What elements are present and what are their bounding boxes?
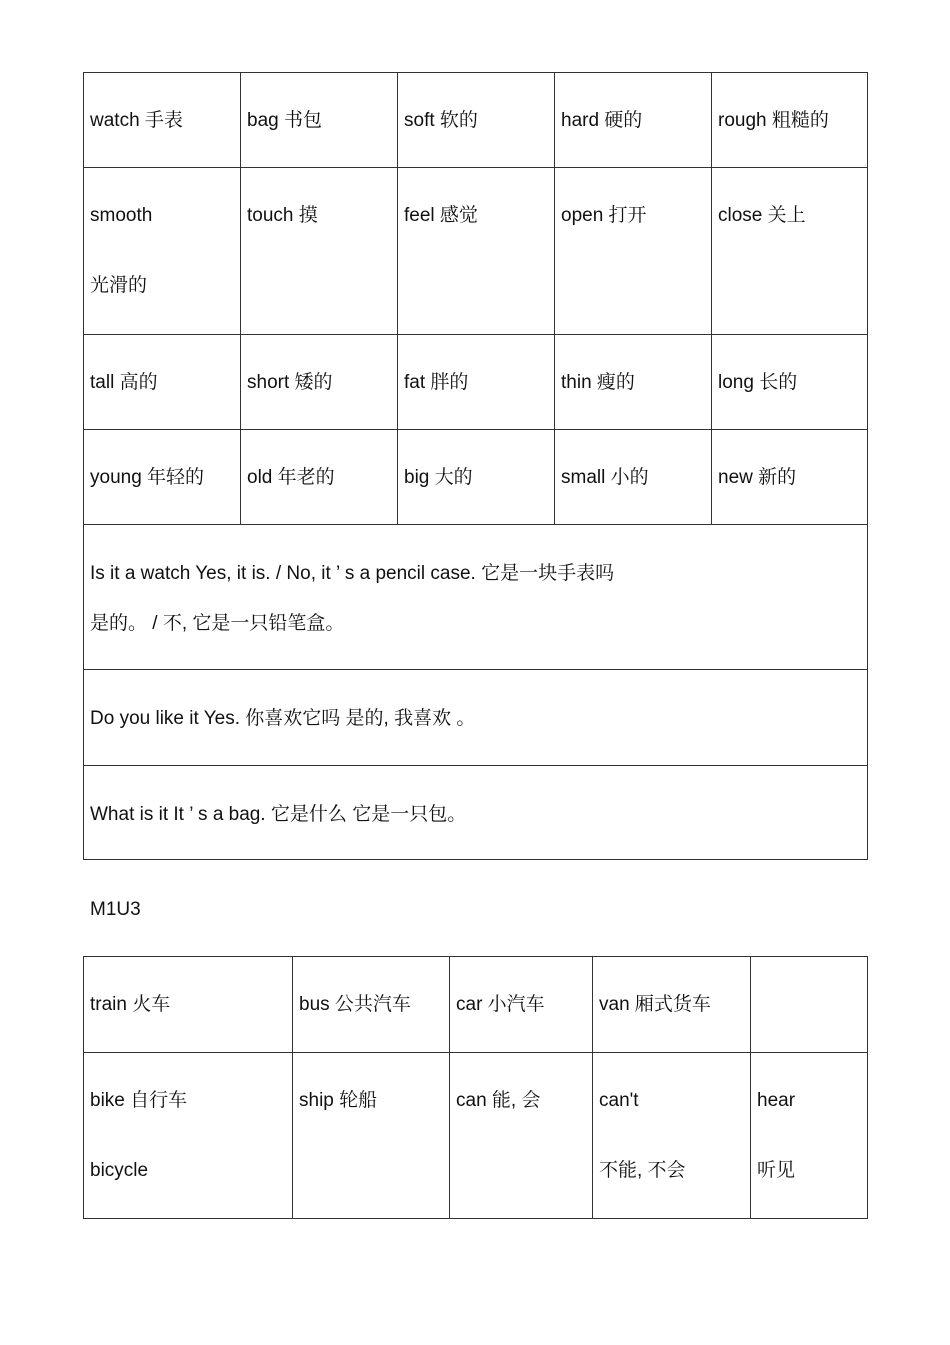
table-cell: feel 感觉: [398, 168, 555, 335]
table-row: [84, 168, 868, 335]
table-cell: [751, 957, 868, 1053]
table-cell: hard 硬的: [555, 73, 712, 168]
table-cell: hear 听见: [751, 1053, 868, 1219]
sentence-line: Do you like it Yes. 你喜欢它吗 是的, 我喜欢 。: [90, 708, 476, 729]
table-row: [84, 335, 868, 430]
sentence-line: What is it It ’ s a bag. 它是什么 它是一只包。: [90, 804, 467, 825]
sentence-line: Is it a watch Yes, it is. / No, it ’ s a pencil case. 它是一块手表吗: [90, 563, 615, 584]
table-cell: can't 不能, 不会: [593, 1053, 751, 1219]
table-cell: ship 轮船: [293, 1053, 450, 1219]
table-row: [84, 525, 868, 670]
table-cell: old 年老的: [241, 430, 398, 525]
table-cell: close 关上: [712, 168, 868, 335]
table-cell: can 能, 会: [450, 1053, 593, 1219]
table-row: [84, 670, 868, 766]
table-cell: bike 自行车 bicycle: [84, 1053, 293, 1219]
table-cell: fat 胖的: [398, 335, 555, 430]
table-cell: van 厢式货车: [593, 957, 751, 1053]
sentence-cell: [84, 525, 868, 670]
table-cell: smooth 光滑的: [84, 168, 241, 335]
sentence-cell: [84, 766, 868, 860]
sentence-line: 是的。 / 不, 它是一只铅笔盒。: [90, 613, 345, 634]
table-cell: new 新的: [712, 430, 868, 525]
table-cell: tall 高的: [84, 335, 241, 430]
sentence-cell: [84, 670, 868, 766]
table-row: [84, 766, 868, 860]
vocabulary-table-1: [83, 72, 868, 860]
table-cell: bus 公共汽车: [293, 957, 450, 1053]
table-cell: thin 瘦的: [555, 335, 712, 430]
vocabulary-table-2: [83, 956, 868, 1219]
table-cell: soft 软的: [398, 73, 555, 168]
table-cell: watch 手表: [84, 73, 241, 168]
section-heading: M1U3: [90, 899, 141, 920]
table-cell: rough 粗糙的: [712, 73, 868, 168]
table-row: [84, 73, 868, 168]
table-row: [84, 1053, 868, 1219]
table-cell: short 矮的: [241, 335, 398, 430]
table-cell: car 小汽车: [450, 957, 593, 1053]
table-cell: long 长的: [712, 335, 868, 430]
table-cell: open 打开: [555, 168, 712, 335]
table-row: [84, 957, 868, 1053]
table-cell: young 年轻的: [84, 430, 241, 525]
table-cell: train 火车: [84, 957, 293, 1053]
table-cell: big 大的: [398, 430, 555, 525]
table-cell: touch 摸: [241, 168, 398, 335]
table-cell: bag 书包: [241, 73, 398, 168]
table-row: [84, 430, 868, 525]
table-cell: small 小的: [555, 430, 712, 525]
